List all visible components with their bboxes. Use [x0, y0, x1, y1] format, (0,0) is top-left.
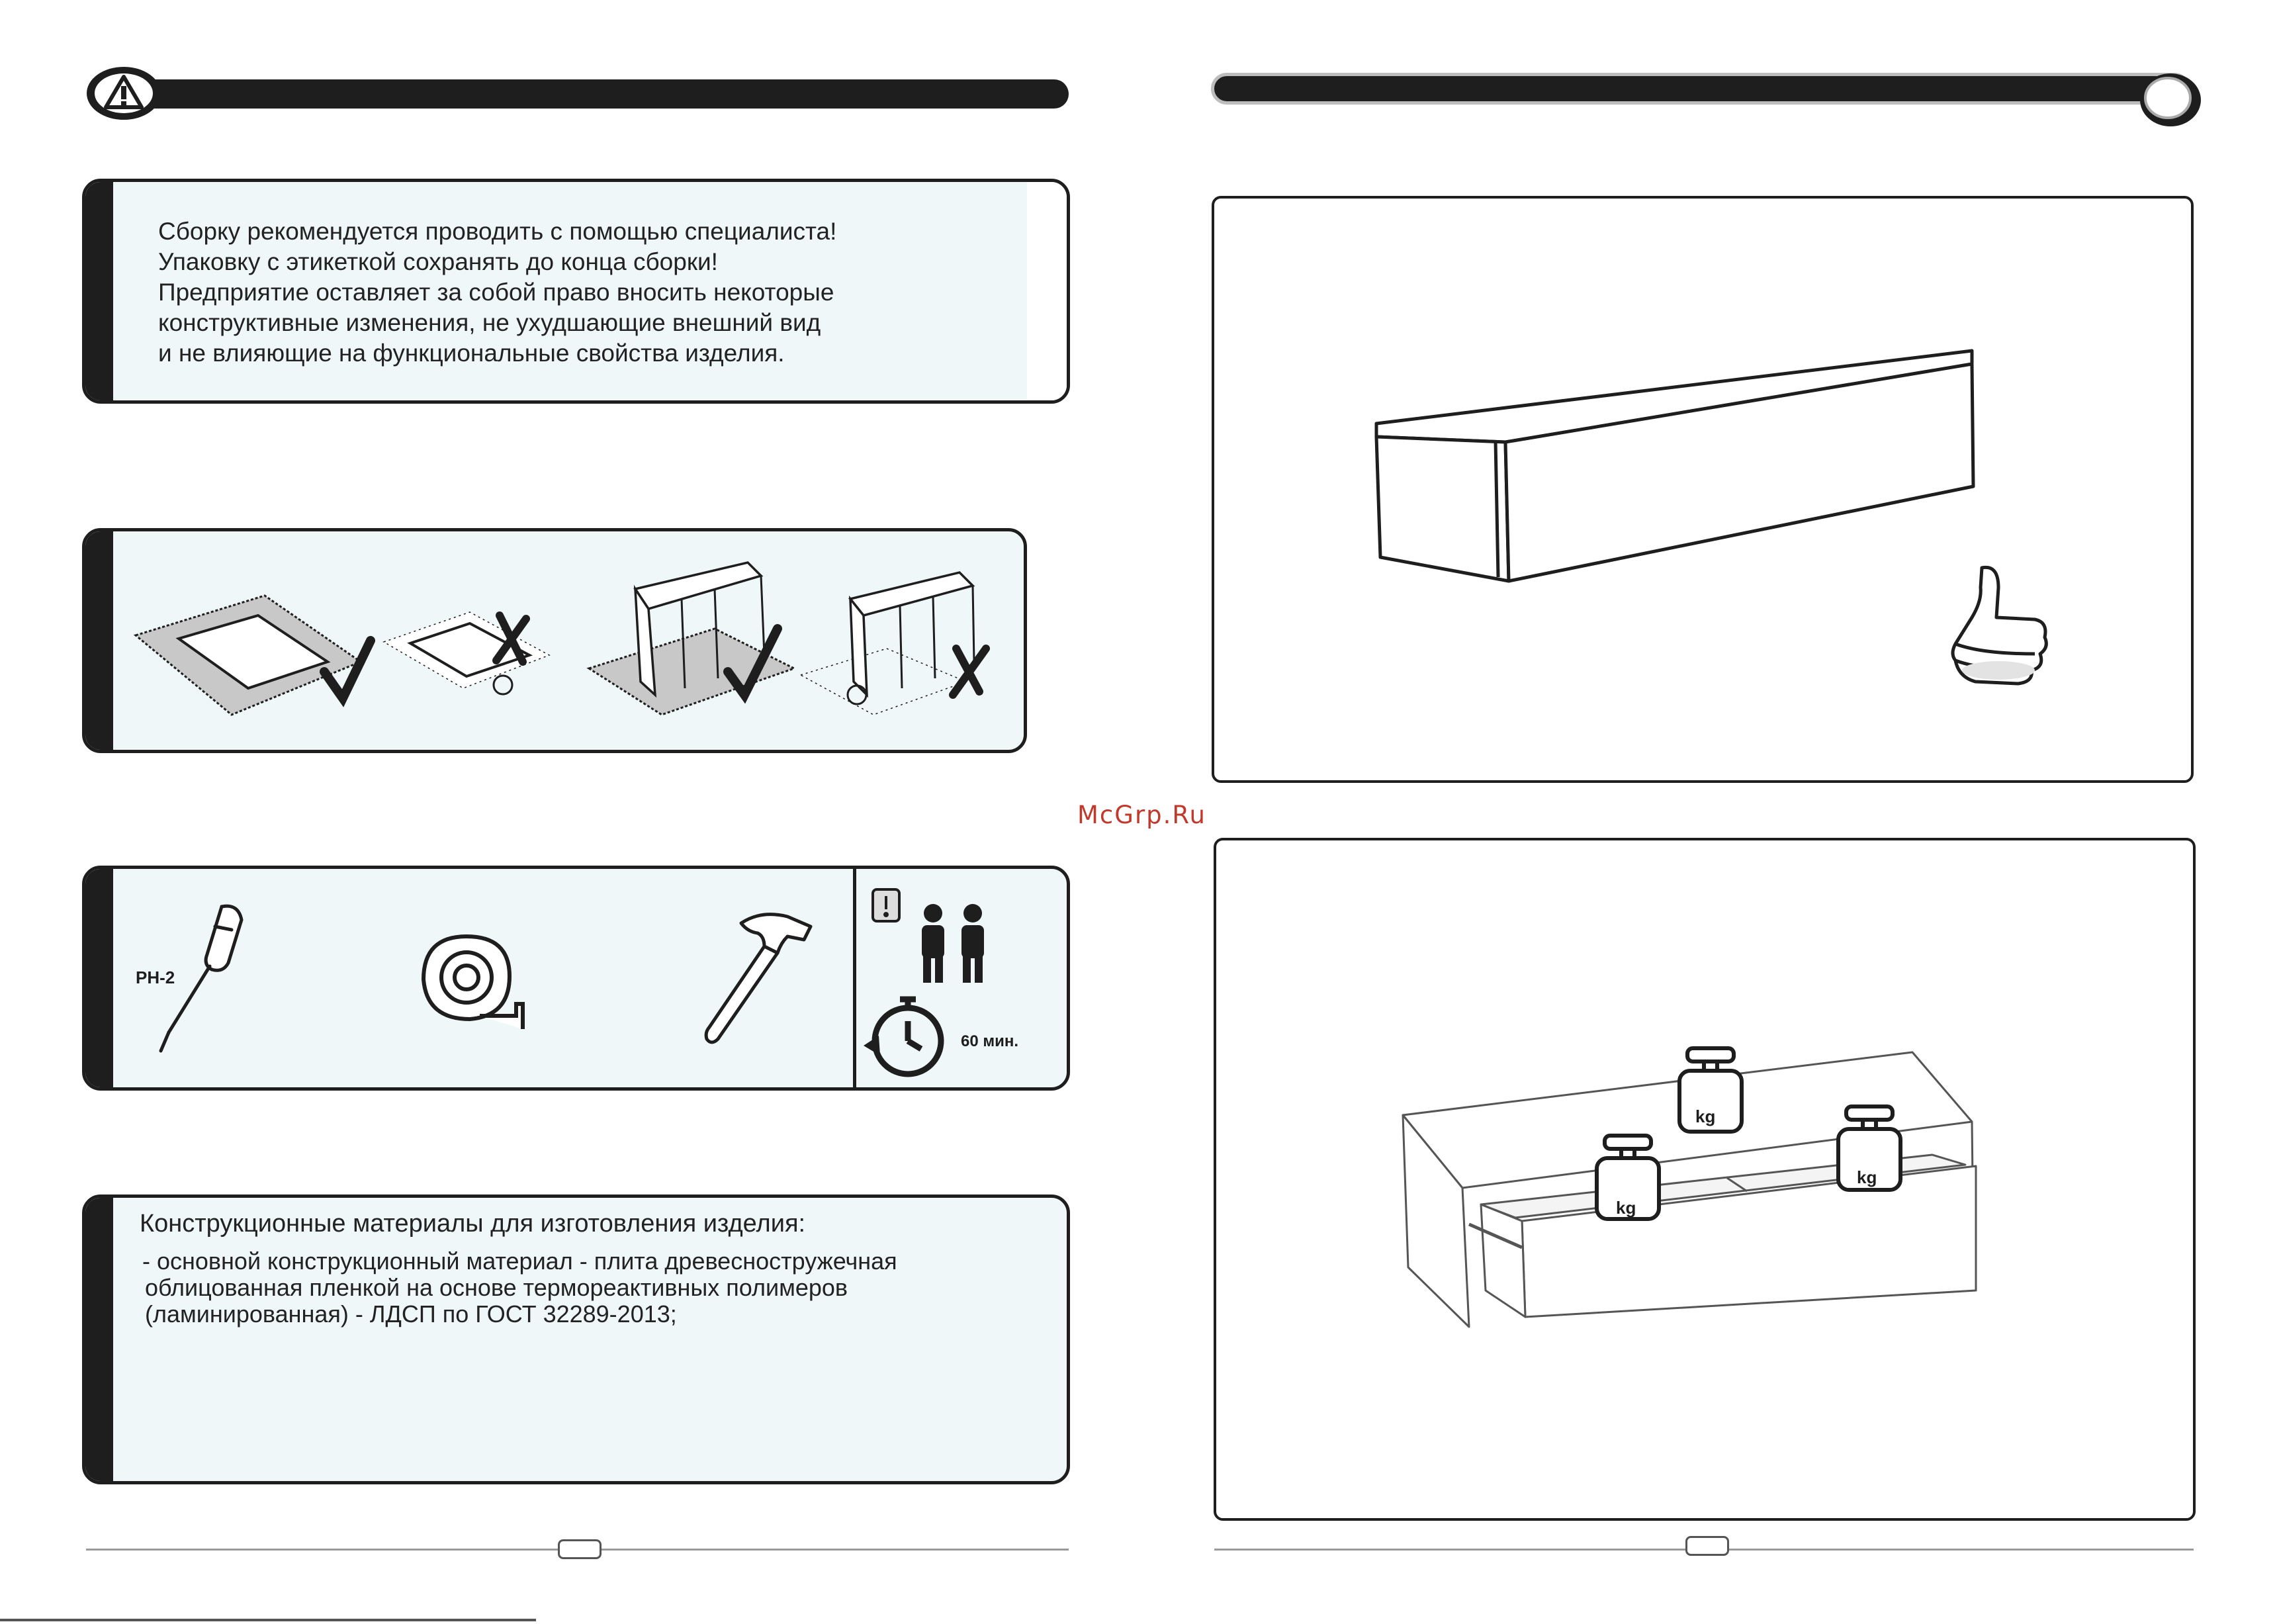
weight-label-left: kg [1616, 1198, 1636, 1218]
weight-label-right: kg [1857, 1167, 1877, 1187]
header-knob-icon [2137, 70, 2204, 130]
panel-on-floor-wrong [384, 612, 549, 694]
time-label: 60 мин. [961, 1032, 1019, 1050]
warning-line-5: и не влияющие на функциональные свойства изделия. [158, 339, 785, 367]
materials-line-2: облицованная пленкой на основе термореактивных полимеров [145, 1274, 848, 1301]
tools-divider [853, 869, 856, 1087]
watermark: McGrp.Ru [1077, 801, 1206, 829]
warning-line-4: конструктивные изменения, не ухудшающие внешний вид [158, 309, 821, 336]
right-page-number-box [1685, 1536, 1729, 1556]
warning-panel [82, 179, 1070, 404]
thumbs-up-icon [1936, 561, 2058, 694]
cabinet-illustration [1370, 318, 1985, 582]
tape-measure-icon [417, 930, 529, 1029]
warning-line-2: Упаковку с этикеткой сохранять до конца сборки! [158, 248, 718, 275]
hammer-icon [701, 907, 821, 1052]
cabinet-on-rug-correct [589, 563, 794, 715]
materials-line-3: (ламинированная) - ЛДСП по ГОСТ 32289-2013; [145, 1300, 677, 1328]
warning-icon [85, 65, 163, 122]
stopwatch-icon [860, 989, 953, 1082]
materials-line-1: - основной конструкционный материал - плита древесностружечная [142, 1247, 897, 1275]
warning-line-3: Предприятие оставляет за собой право вносить некоторые [158, 279, 834, 306]
warning-line-1: Сборку рекомендуется проводить с помощью специалиста! [158, 218, 837, 245]
screwdriver-label: PH-2 [136, 968, 175, 987]
materials-heading: Конструкционные материалы для изготовления изделия: [140, 1210, 806, 1238]
assembly-surface-illustrations [132, 556, 1019, 728]
left-header-bar [112, 79, 1069, 109]
bottom-edge-line [0, 1619, 536, 1621]
weight-label-center: kg [1695, 1106, 1716, 1126]
left-page-number-box [558, 1539, 602, 1559]
two-people-icon [870, 887, 1003, 986]
cabinet-on-floor-wrong [801, 572, 986, 715]
panel-on-rug-correct [136, 596, 371, 715]
right-header-bar [1211, 73, 2190, 105]
materials-panel [82, 1195, 1070, 1484]
screwdriver-icon [149, 900, 255, 1059]
